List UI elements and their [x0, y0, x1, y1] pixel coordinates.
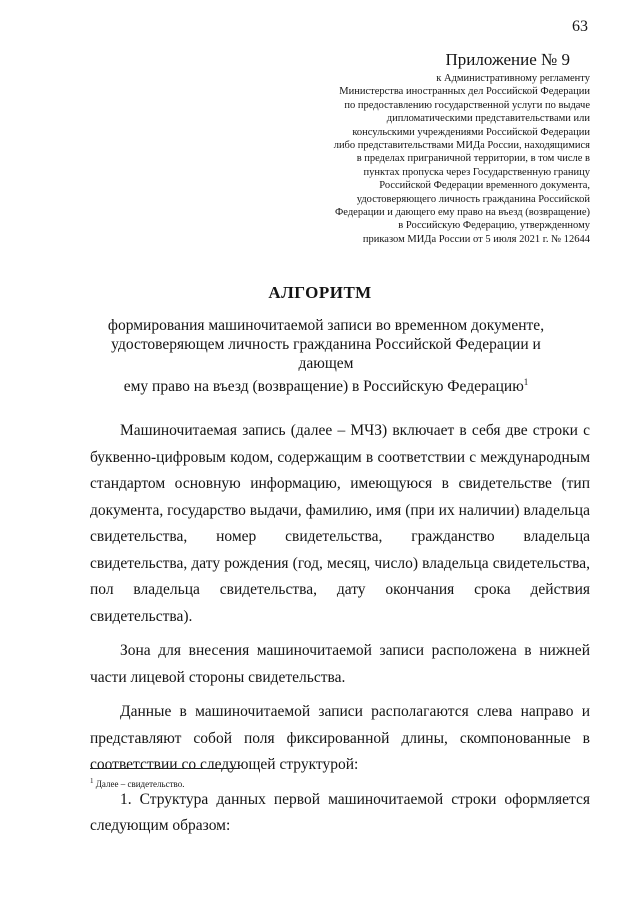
footnote-divider — [90, 768, 240, 769]
appendix-title: Приложение № 9 — [445, 50, 570, 69]
body-paragraph: Машиночитаемая запись (далее – МЧЗ) включает в себя две строки с буквенно-цифровым кодом, содержащим в соответствии с международным стандартом основную информацию, имеющуюся в свидетельстве (тип документа, государство выдачи, фамилию, имя (при их наличии) владельца свидетельства, номер свидетельства, гражданство владельца свидетельства, дату рождения (год, месяц, число) владельца свидетельства, пол владельца свидетельства, дату окончания срока действия свидетельства). — [90, 422, 590, 625]
footnote-marker: 1 — [90, 777, 94, 785]
body-paragraph: Зона для внесения машиночитаемой записи расположена в нижней части лицевой стороны свидетельства. — [90, 642, 590, 686]
appendix-line: в пределах приграничной территории, в том числе в — [356, 153, 590, 165]
body-paragraph: 1. Структура данных первой машиночитаемой строки оформляется следующим образом: — [90, 790, 590, 834]
page-number: 63 — [572, 18, 588, 35]
appendix-line: удостоверяющего личность гражданина Российской — [356, 193, 590, 205]
body-paragraph: Данные в машиночитаемой записи располагаются слева направо и представляют собой поля фиксированной длины, скомпонованные в соответствии со следующей структурой: — [90, 703, 590, 773]
footnote — [90, 777, 184, 789]
appendix-line: пунктах пропуска через Государственную границу — [363, 166, 590, 178]
appendix-block — [294, 50, 594, 246]
footnote-reference: 1 — [523, 377, 529, 387]
document-title: АЛГОРИТМ — [268, 283, 372, 302]
appendix-reference — [294, 72, 594, 246]
appendix-line: консульскими учреждениями Российской Федерации — [352, 126, 590, 138]
appendix-line: приказом МИДа России от 5 июля 2021 г. № 12644 — [362, 233, 590, 245]
appendix-line: Российской Федерации временного документа, — [379, 180, 590, 192]
appendix-line: в Российскую Федерацию, утвержденному — [398, 220, 590, 232]
subtitle-line: ему право на въезд (возвращение) в Российскую Федерацию — [123, 378, 524, 396]
appendix-line: дипломатическими представительствами или — [386, 113, 590, 125]
subtitle-line: формирования машиночитаемой записи во временном документе, — [107, 317, 545, 334]
appendix-line: Федерации и дающего ему право на въезд (возвращение) — [335, 207, 590, 219]
appendix-line: либо представительствами МИДа России, находящимися — [333, 140, 590, 152]
document-subtitle — [96, 316, 556, 396]
subtitle-line: удостоверяющем личность гражданина Российской Федерации и дающем — [111, 336, 541, 372]
footnote-text: Далее – свидетельство. — [95, 779, 185, 789]
appendix-line: Министерства иностранных дел Российской Федерации — [339, 86, 590, 98]
appendix-line: по предоставлению государственной услуги по выдаче — [344, 99, 590, 111]
appendix-line: к Административному регламенту — [436, 73, 590, 84]
